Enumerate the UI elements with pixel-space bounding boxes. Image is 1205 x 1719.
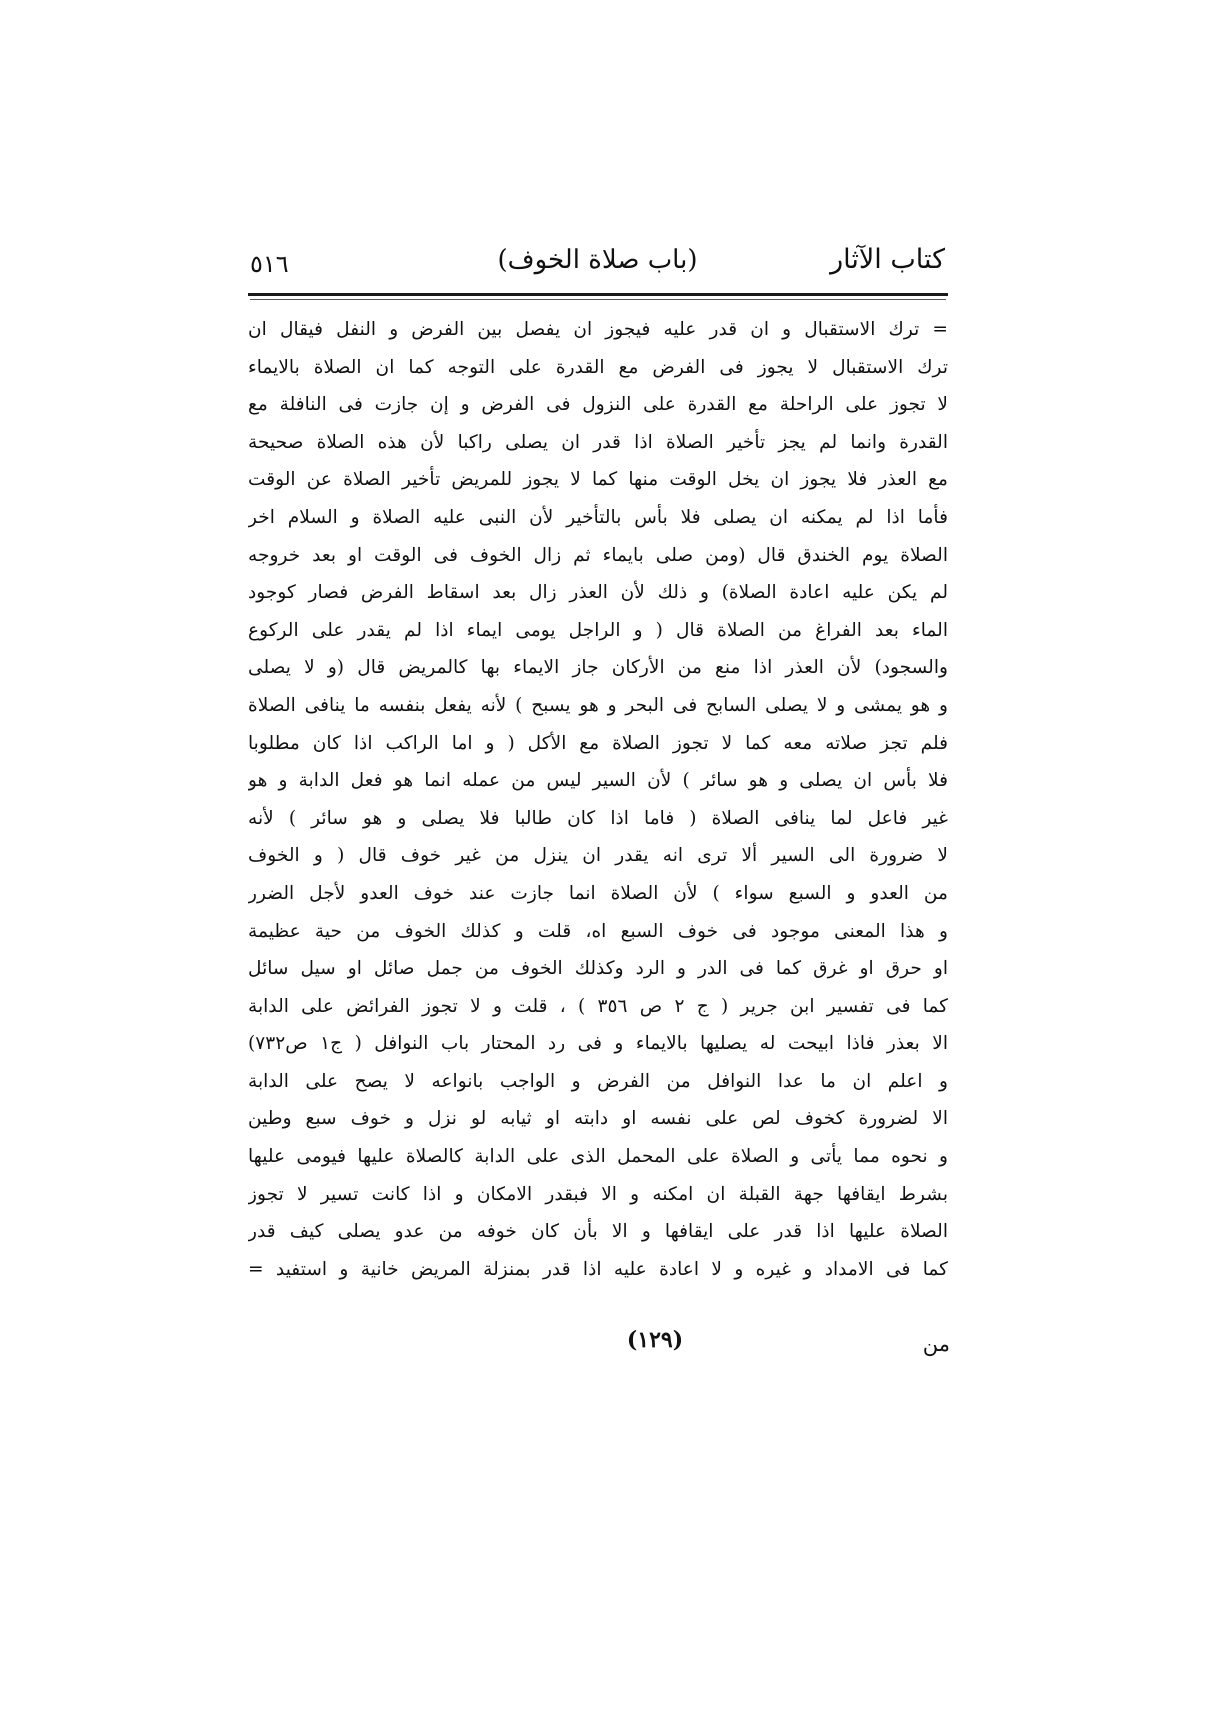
- text-line: الا بعذر فاذا ابيحت له يصليها بالايماء و فى رد المحتار باب النوافل ( ج١ ص٧٣٢): [248, 1033, 948, 1055]
- text-line: الصلاة يوم الخندق قال (ومن صلى بايماء ثم زال الخوف فى الوقت او بعد خروجه: [248, 544, 948, 566]
- text-line: ترك الاستقبال لا يجوز فى الفرض مع القدرة على التوجه كما ان الصلاة بالايماء: [248, 356, 948, 378]
- page-header: [250, 240, 945, 290]
- text-line: فلم تجز صلاته معه كما لا تجوز الصلاة مع الأكل ( و اما الراكب اذا كان مطلوبا: [248, 732, 948, 754]
- text-line: غير فاعل لما ينافى الصلاة ( فاما اذا كان طالبا فلا يصلى و هو سائر ) لأنه: [248, 807, 948, 829]
- text-line: والسجود) لأن العذر اذا منع من الأركان جاز الايماء بها كالمريض قال (و لا يصلى: [248, 657, 948, 679]
- text-line: فلا بأس ان يصلى و هو سائر ) لأن السير ليس من عمله انما هو فعل الدابة و هو: [248, 770, 948, 792]
- text-line: لم يكن عليه اعادة الصلاة) و ذلك لأن العذر زال بعد اسقاط الفرض فصار كوجود: [248, 582, 948, 604]
- page-footer: [250, 1318, 950, 1362]
- chapter-title: (باب صلاة الخوف): [497, 245, 698, 275]
- text-line: لا ضرورة الى السير ألا ترى انه يقدر ان ينزل من غير خوف قال ( و الخوف: [248, 845, 948, 867]
- text-line: و هذا المعنى موجود فى خوف السبع اه، قلت و كذلك الخوف من حية عظيمة: [248, 920, 948, 942]
- text-line: الصلاة عليها اذا قدر على ايقافها و الا بأن كان خوفه من عدو يصلى كيف قدر: [248, 1221, 948, 1243]
- header-rule-thin: [250, 299, 946, 300]
- text-line: او حرق او غرق كما فى الدر و الرد وكذلك الخوف من جمل صائل او سيل سائل: [248, 958, 948, 980]
- book-title: كتاب الآثار: [830, 244, 945, 275]
- text-line: من العدو و السبع سواء ) لأن الصلاة انما جازت عند خوف العدو لأجل الضرر: [248, 882, 948, 904]
- text-line: و اعلم ان ما عدا النوافل من الفرض و الواجب بانواعه لا يصح على الدابة: [248, 1070, 948, 1092]
- text-line: بشرط ايقافها جهة القبلة ان امكنه و الا فبقدر الامكان و اذا كانت تسير لا تجوز: [248, 1183, 948, 1205]
- text-line: القدرة وانما لم يجز تأخير الصلاة اذا قدر ان يصلى راكبا لأن هذه الصلاة صحيحة: [248, 431, 948, 453]
- text-line: و نحوه مما يأتى و الصلاة على المحمل الذى على الدابة كالصلاة عليها فيومى عليها: [248, 1146, 948, 1168]
- signature-mark: (١٢٩): [626, 1327, 684, 1353]
- text-line: مع العذر فلا يجوز ان يخل الوقت منها كما لا يجوز للمريض تأخير الصلاة عن الوقت: [248, 469, 948, 491]
- text-line: الا لضرورة كخوف لص على نفسه او دابته او ثيابه لو نزل و خوف سبع وطين: [248, 1108, 948, 1130]
- text-line: لا تجوز على الراحلة مع القدرة على النزول فى الفرض و إن جازت فى النافلة مع: [248, 394, 948, 416]
- text-line: و هو يمشى و لا يصلى السابح فى البحر و هو يسبح ) لأنه يفعل بنفسه ما ينافى الصلاة: [248, 694, 948, 716]
- text-line: = ترك الاستقبال و ان قدر عليه فيجوز ان يفصل بين الفرض و النفل فيقال ان: [248, 319, 948, 340]
- text-line: كما فى تفسير ابن جرير ( ج ٢ ص ٣٥٦ ) ، قلت و لا تجوز الفرائض على الدابة: [248, 995, 948, 1017]
- catchword: من: [922, 1332, 950, 1356]
- text-line: فأما اذا لم يمكنه ان يصلى فلا بأس بالتأخير لأن النبى عليه الصلاة و السلام اخر: [248, 506, 948, 528]
- body-text: [248, 311, 948, 1288]
- header-rule: [248, 293, 948, 296]
- text-line: الماء بعد الفراغ من الصلاة قال ( و الراجل يومى ايماء اذا لم يقدر على الركوع: [248, 619, 948, 641]
- page-number: ٥١٦: [250, 250, 289, 278]
- text-line: كما فى الامداد و غيره و لا اعادة عليه اذا قدر بمنزلة المريض خانية و استفيد =: [248, 1258, 948, 1280]
